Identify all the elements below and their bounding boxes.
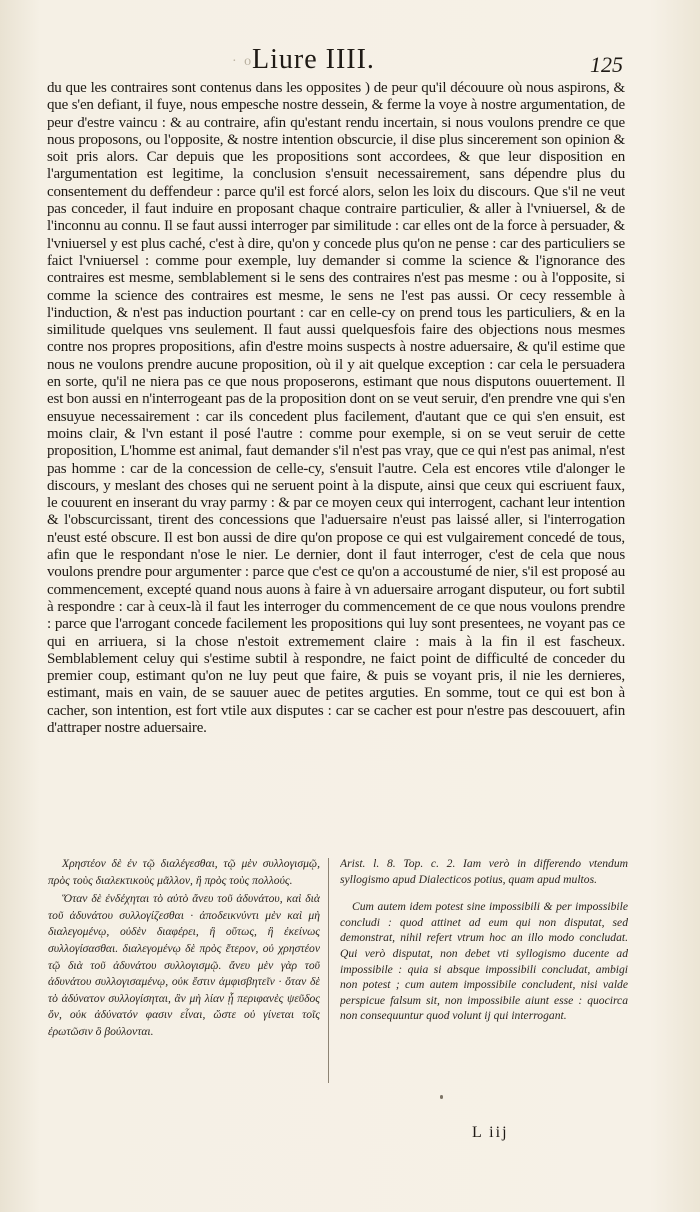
greek-note-paragraph: Ὅταν δὲ ἐνδέχηται τὸ αὐτὸ ἄνευ τοῦ ἀδυνάτου, καὶ διὰ τοῦ ἀδυνάτου συλλογίζεσθαι · ἀποδεικνύντι μὲν καὶ μὴ διαλεγομένῳ, οὐδὲν διαφέρει, ἢ οὕτως, ἢ ἐκείνως συλλογίσασθαι. διαλεγομένῳ δὲ πρὸς ἕτερον, οὐ χρηστέον τῷ διὰ τοῦ ἀδυνάτου συλλογισμῷ. ἄνευ μὲν γὰρ τοῦ ἀδυνάτου συλλογισαμένῳ, οὐκ ἔστιν ἀμφισβητεῖν · ὅταν δὲ τὸ ἀδύνατον συλλογίσηται, ἂν μὴ λίαν ᾖ περιφανὲς ψεῦδος ὄν, οὐκ ἀδύνατόν φασιν εἶναι, ὥστε οὐ γίνεται τοῖς ἐρωτῶσιν ὃ βούλονται.: [48, 892, 320, 1038]
header-ornament: · o: [232, 54, 254, 69]
latin-note-reference: Arist. l. 8. Top. c. 2. Iam verò in differendo vtendum syllogismo apud Dialecticos potius, quam apud multos.: [340, 857, 628, 886]
latin-note-quote: Cum autem idem potest sine impossibili & per impossibile concludi : quod attinet ad eum qui non disputat, sed demonstrat, nihil refert vtrum hoc an illo modo concludat. Qui verò disputat, non debet vti syllogismo ducente ad impossibile : quia si absque impossibili concludat, ambigi non potest ; cum autem impossibile concludent, nisi valde perspicue falsum sit, non impossibile aiunt esse : quocirca non consequuntur quod volunt ij qui interrogant.: [340, 900, 628, 1023]
signature-mark: L iij: [472, 1124, 509, 1141]
main-text-block: [47, 80, 625, 844]
main-paragraph: du que les contraires sont contenus dans les opposites ) de peur qu'il découure où nous aspirons, & que s'en defiant, il fuye, nous empesche nostre dessein, & ferme la voye à nostre argumentation, de peur d'estre vaincu : & au contraire, afin qu'estant rendu incertain, si nous voulons prendre ce que nous proposons, ou l'opposite, & nostre intention obscurcie, il dise plus sincerement son opinion & soit pris alors. Car depuis que les propositions sont accordees, & que leur disposition en l'argumentation est legitime, la conclusion s'ensuit necessairement, sans dépendre plus du consentement du deffendeur : parce qu'il est forcé alors, selon les loix du discours. Que s'il ne veut pas conceder, il faut induire en proposant chaque contraire particulier, & aller à l'vniuersel, & de l'inconnu au connu. Il se faut aussi interroger par similitude : car elles ont de la force à persuader, & l'vniuersel y est plus caché, c'est à dire, qu'on y concede plus qu'on ne pense : car des particuliers se faict l'vniuersel : comme pour exemple, luy demander si comme la science & l'ignorance des contraires est mesme, semblablement si le sens des contraires n'est pas mesme : ou à l'opposite, si comme la science des contraires est mesme, le sens ne l'est pas aussi. Or cecy ressemble à l'induction, & n'est pas induction pourtant : car en celle-cy on prend tous les particuliers, & en la similitude quelques vns seulement. Il faut aussi quelquesfois faire des objections nous mesmes contre nos propres propositions, afin d'estre moins suspects à nostre aduersaire, & qu'il estime que nous ne voulons prendre aucune proposition, où il y ait quelque exception : car cela le persuadera en sorte, qu'il ne niera pas ce que nous proposerons, estimant que nous disputons ouuertement. Il est bon aussi en n'interrogeant pas de la proposition dont on se veut seruir, d'en prendre vne qui s'en ensuyue necessairement : car ils concedent plus facilement, d'autant que ce qui s'en ensuit, est moins clair, & l'vn estant il posé l'autre : comme pour exemple, si on se veut seruir de cette proposition, L'homme est animal, faut demander s'il n'est pas vray, que ce qui n'est pas animal, n'est pas homme : car de la concession de celle-cy, s'ensuit l'autre. Cela est encores vtile d'alonger le discours, y meslant des choses qui ne seruent point à la dispute, ainsi que ceux qui escriuent faux, le couurent en inserant du vray parmy : & par ce moyen ceux qui interrogent, cachant leur intention & l'obscurcissant, tirent des concessions que l'aduersaire n'eust pas laissé aller, si l'interrogation n'eust esté obscure. Il est bon aussi de dire qu'on propose ce qui est vulgairement concedé de tous, afin que le respondant n'ose le nier. Le dernier, dont il faut interroger, c'est de cela que nous voulons prendre pour argumenter : parce que c'est ce qu'on a accoustumé de nier, s'il est proposé au commencement, excepté quand nous auons à faire à vn aduersaire arrogant disputeur, ou fort subtil à respondre : car à ceux-là il faut les interroger du commencement de ce que nous voulons prendre : parce que l'arrogant concede facilement les propositions qui luy sont presentees, ne voyant pas ce qui en arriuera, si la chose n'estoit extremement claire : mais à la fin il est fascheux. Semblablement celuy qui s'estime subtil à respondre, ne faict point de difficulté de conceder du premier coup, estimant qu'on ne luy peut que faire, & puis se voyant pris, il nie les dernieres, estimant, mais en vain, de se sauuer auec de petites arguties. En somme, tout ce qui est bon à cacher, son intention, est fort vtile aux disputes : car se cacher est pour n'estre pas descouuert, afin d'attraper nostre aduersaire.: [47, 80, 625, 736]
greek-note-column: [48, 856, 320, 1086]
ink-speck: [440, 1095, 443, 1099]
footnotes-area: [48, 856, 628, 1086]
latin-note-column: [340, 856, 628, 1086]
page-header: [0, 44, 700, 80]
column-divider: [328, 858, 329, 1083]
running-title: Liure IIII.: [252, 44, 375, 75]
greek-note-paragraph: Χρηστέον δὲ ἐν τῷ διαλέγεσθαι, τῷ μὲν συλλογισμῷ, πρὸς τοὺς διαλεκτικοὺς μᾶλλον, ἢ πρὸς τοὺς πολλούς.: [48, 857, 320, 887]
page-number: 125: [590, 52, 623, 77]
